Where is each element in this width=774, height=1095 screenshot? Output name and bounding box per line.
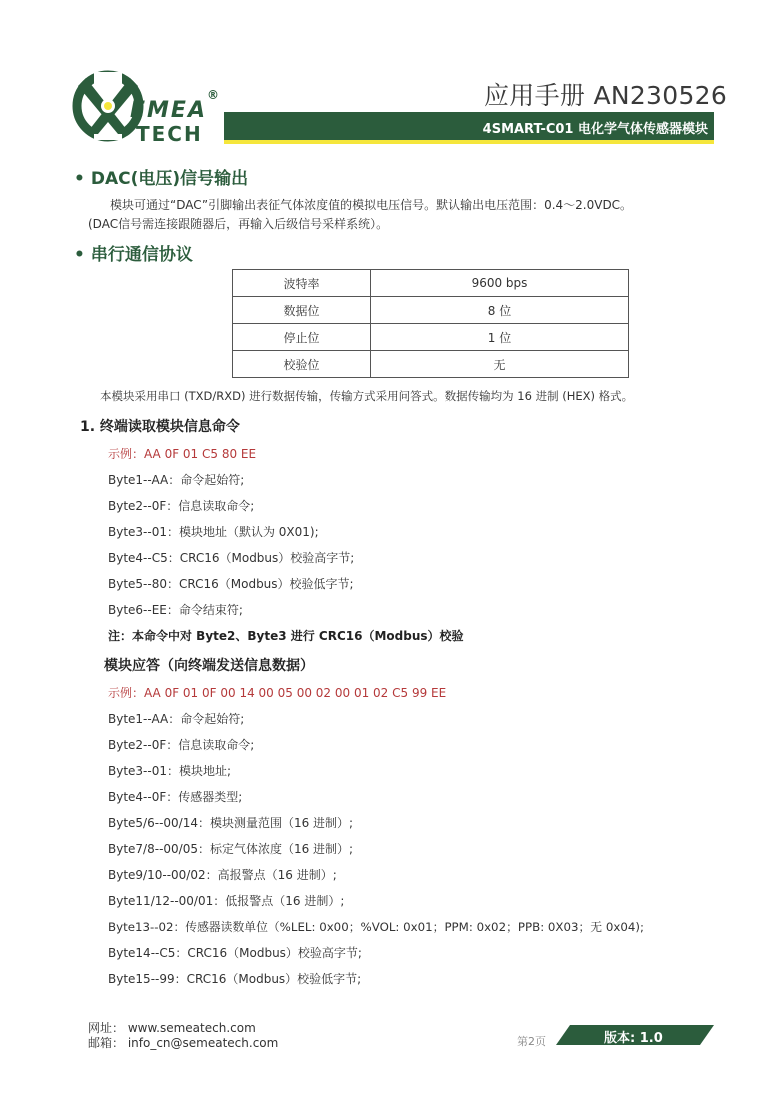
table-row: [233, 297, 629, 324]
response-byte-line: Byte11/12--00/01：低报警点（16 进制）;: [108, 894, 345, 908]
command-example: 示例：AA 0F 01 C5 80 EE: [108, 447, 257, 461]
section-heading-serial-text: 串行通信协议: [90, 245, 193, 265]
version-label: 版本: 1.0: [604, 1031, 663, 1046]
header-accent-line: [224, 140, 714, 144]
table-cell-param: 波特率: [233, 270, 371, 297]
serial-params-table: [232, 269, 629, 378]
response-byte-line: Byte5/6--00/14：模块测量范围（16 进制）;: [108, 816, 354, 830]
table-row: [233, 351, 629, 378]
bullet-icon: •: [74, 245, 85, 265]
header-bar: [224, 112, 714, 140]
response-byte-line: Byte14--C5：CRC16（Modbus）校验高字节;: [108, 946, 362, 960]
response-byte-line: Byte9/10--00/02：高报警点（16 进制）;: [108, 868, 337, 882]
response-heading: 模块应答（向终端发送信息数据）: [104, 658, 314, 674]
table-cell-value: 无: [371, 351, 629, 378]
dac-paragraph-line2: (DAC信号需连接跟随器后，再输入后级信号采样系统）。: [88, 217, 389, 231]
table-cell-param: 校验位: [233, 351, 371, 378]
response-byte-line: Byte2--0F：信息读取命令;: [108, 738, 255, 752]
serial-description: 本模块采用串口 (TXD/RXD) 进行数据传输，传输方式采用问答式。数据传输均为 16 进制 (HEX) 格式。: [100, 389, 634, 403]
document-subtitle: 4SMART-C01 电化学气体传感器模块: [482, 122, 708, 137]
command-byte-line: Byte2--0F：信息读取命令;: [108, 499, 255, 513]
section-heading-dac: [74, 164, 248, 189]
semeatech-logo: [72, 68, 222, 148]
command-byte-line: Byte5--80：CRC16（Modbus）校验低字节;: [108, 577, 354, 591]
document-title: 应用手册 AN230526: [484, 81, 728, 110]
section-heading-serial: [74, 240, 193, 265]
response-byte-line: Byte3--01：模块地址;: [108, 764, 232, 778]
response-byte-line: Byte13--02：传感器读数单位（%LEL: 0x00；%VOL: 0x01；PPM: 0x02；PPB: 0X03；无 0x04);: [108, 920, 644, 934]
command-byte-line: Byte4--C5：CRC16（Modbus）校验高字节;: [108, 551, 355, 565]
page-number: 第2页: [517, 1035, 546, 1048]
bullet-icon: •: [74, 169, 85, 189]
command-heading: 1. 终端读取模块信息命令: [80, 419, 240, 435]
table-cell-param: 停止位: [233, 324, 371, 351]
table-cell-param: 数据位: [233, 297, 371, 324]
registered-mark: ®: [207, 88, 219, 102]
table-row: [233, 324, 629, 351]
section-heading-dac-text: DAC(电压)信号输出: [90, 169, 249, 189]
response-example: 示例：AA 0F 01 0F 00 14 00 05 00 02 00 01 02 C5 99 EE: [108, 686, 447, 700]
command-byte-line: Byte3--01：模块地址（默认为 0X01);: [108, 525, 319, 539]
table-row: [233, 270, 629, 297]
version-badge: [556, 1025, 714, 1045]
logo-text-line1: EMEA: [130, 98, 207, 123]
command-byte-line: Byte6--EE：命令结束符;: [108, 603, 243, 617]
logo-text-line2: TECH: [136, 122, 203, 146]
command-note: 注：本命令中对 Byte2、Byte3 进行 CRC16（Modbus）校验: [108, 629, 464, 643]
table-cell-value: 8 位: [371, 297, 629, 324]
footer-email: 邮箱： info_cn@semeatech.com: [88, 1036, 279, 1050]
command-byte-line: Byte1--AA：命令起始符;: [108, 473, 245, 487]
footer-website: 网址： www.semeatech.com: [88, 1021, 256, 1035]
response-byte-line: Byte4--0F：传感器类型;: [108, 790, 243, 804]
response-byte-line: Byte7/8--00/05：标定气体浓度（16 进制）;: [108, 842, 354, 856]
table-cell-value: 9600 bps: [371, 270, 629, 297]
dac-paragraph-line1: 模块可通过“DAC”引脚输出表征气体浓度值的模拟电压信号。默认输出电压范围：0.4～2.0VDC。: [110, 198, 633, 212]
response-byte-line: Byte1--AA：命令起始符;: [108, 712, 245, 726]
response-byte-line: Byte15--99：CRC16（Modbus）校验低字节;: [108, 972, 362, 986]
table-cell-value: 1 位: [371, 324, 629, 351]
